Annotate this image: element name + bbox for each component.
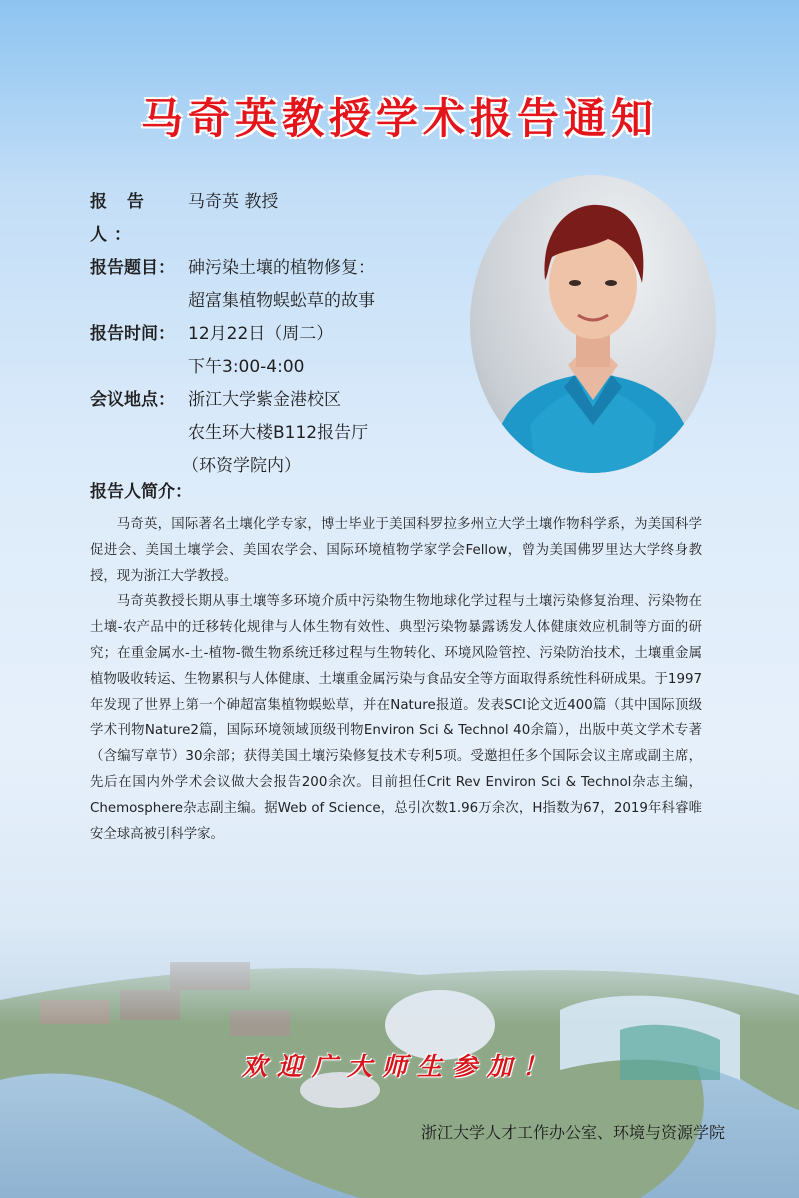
topic-label: 报告题目： <box>90 258 175 278</box>
time-line-2: 下午3:00-4:00 <box>188 357 305 377</box>
speaker-row <box>90 186 470 252</box>
speaker-portrait-illustration <box>470 175 716 473</box>
topic-line-2: 超富集植物蜈蚣草的故事 <box>188 291 375 311</box>
speaker-portrait <box>470 175 716 473</box>
organizer-footer: 浙江大学人才工作办公室、环境与资源学院 <box>420 1123 725 1142</box>
topic-line-1: 砷污染土壤的植物修复： <box>188 258 375 278</box>
bio-text <box>90 512 702 847</box>
speaker-value: 马奇英 教授 <box>188 192 279 212</box>
bio-paragraph-1: 马奇英，国际著名土壤化学专家，博士毕业于美国科罗拉多州立大学土壤作物科学系，为美国科学促进会、美国土壤学会、美国农学会、国际环境植物学家学会Fellow，曾为美国佛罗里达大学终身教授，现为浙江大学教授。 <box>90 517 702 584</box>
poster-title: 马奇英教授学术报告通知 <box>140 94 658 143</box>
time-row <box>90 318 470 384</box>
talk-info <box>90 186 470 483</box>
venue-row <box>90 384 470 483</box>
time-label: 报告时间： <box>90 324 175 344</box>
topic-row <box>90 252 470 318</box>
bio-heading: 报告人简介： <box>90 482 192 502</box>
venue-line-3: （环资学院内） <box>182 456 301 476</box>
bio-paragraph-2: 马奇英教授长期从事土壤等多环境介质中污染物生物地球化学过程与土壤污染修复治理、污染物在土壤-农产品中的迁移转化规律与人体生物有效性、典型污染物暴露诱发人体健康效应机制等方面的研究；在重金属水-土-植物-微生物系统迁移过程与生物转化、环境风险管控、污染防治技术，土壤重金属植物吸收转运、生物累积与人体健康、土壤重金属污染与食品安全等方面取得系统性科研成果。于1997年发现了世界上第一个砷超富集植物蜈蚣草，并在Nature报道。发表SCI论文近400篇（其中国际顶级学术刊物Nature2篇，国际环境领域顶级刊物Environ Sci & Technol 40余篇），出版中英文学术专著（含编写章节）30余部；获得美国土壤污染修复技术专利5项。受邀担任多个国际会议主席或副主席，先后在国内外学术会议做大会报告200余次。目前担任Crit Rev Environ Sci & Technol杂志主编，Chemosphere杂志副主编。据Web of Science，总引次数1.96万余次，H指数为67，2019年科睿唯安全球高被引科学家。 <box>90 594 702 842</box>
speaker-label: 报 告 人： <box>90 192 151 245</box>
welcome-message: 欢迎广大师生参加！ <box>241 1052 557 1081</box>
venue-label: 会议地点： <box>90 390 175 410</box>
venue-line-2: 农生环大楼B112报告厅 <box>188 423 369 443</box>
time-line-1: 12月22日（周二） <box>188 324 334 344</box>
venue-line-1: 浙江大学紫金港校区 <box>188 390 341 410</box>
